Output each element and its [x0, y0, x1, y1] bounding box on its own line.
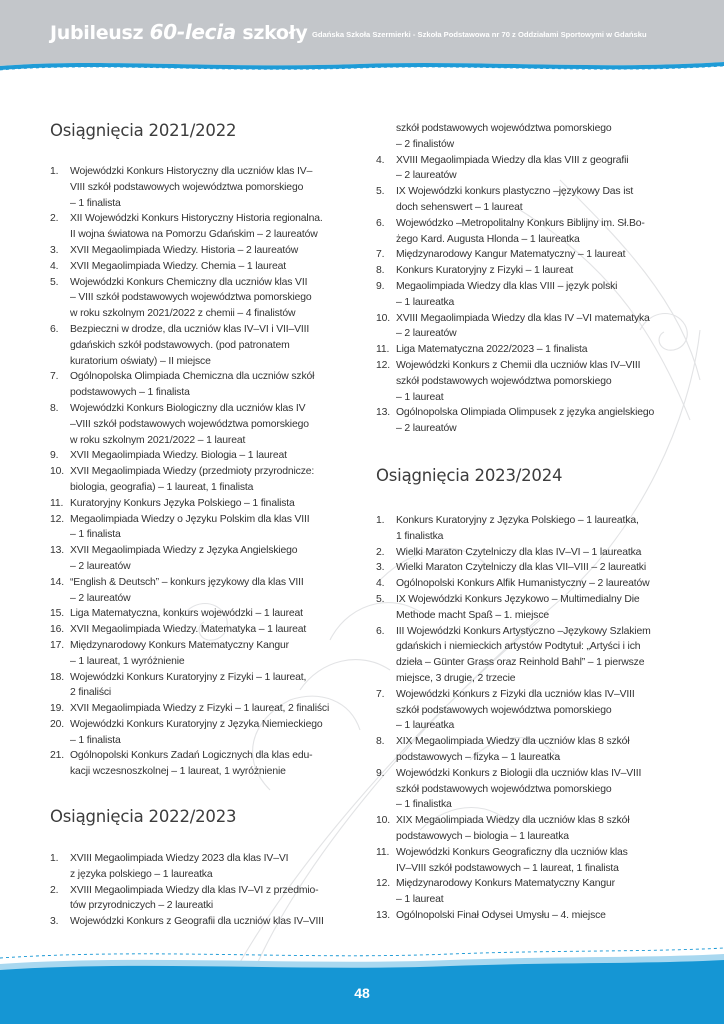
- list-item: [376, 342, 676, 358]
- list-item-line: XVII Megaolimpiada Wiedzy z Języka Angielskiego: [70, 545, 298, 557]
- list-item-number: 5.: [50, 276, 59, 288]
- section-title-2023-2024: Osiągnięcia 2023/2024: [376, 466, 563, 485]
- list-item-line: Wojewódzki Konkurs Historyczny dla uczniów klas IV–: [70, 166, 313, 177]
- list-item-number: 1.: [376, 515, 385, 526]
- list-item-number: 13.: [376, 407, 390, 419]
- list-item-line: gdańskich szkół podstawowych. (pod patronatem: [70, 339, 290, 351]
- list-item: [376, 576, 676, 592]
- list-item-line: XVII Megaolimpiada Wiedzy. Chemia – 1 laureat: [70, 260, 286, 272]
- list-item: [50, 717, 350, 749]
- list-item-number: 2.: [50, 884, 59, 896]
- list-item-line: – 2 laureatów: [70, 592, 131, 604]
- list-item: [376, 311, 676, 343]
- list-item-line: podstawowych – fizyka – 1 laureatka: [396, 751, 560, 763]
- list-item: [50, 543, 350, 575]
- list-item-line: VIII szkół podstawowych województwa pomorskiego: [70, 181, 304, 193]
- list-item: [376, 545, 676, 561]
- list-item: [50, 496, 350, 512]
- list-item-line: Liga Matematyczna, konkurs wojewódzki – 1 laureat: [70, 608, 303, 620]
- list-item-number: 11.: [376, 846, 390, 858]
- list-item-number: 8.: [376, 265, 385, 277]
- list-item-number: 21.: [50, 750, 64, 762]
- list-item-line: Wojewódzki Konkurs Kuratoryjny z Języka Niemieckiego: [70, 718, 323, 730]
- header-title: Jubileusz 60-lecia szkoły: [50, 20, 308, 44]
- list-item: [376, 513, 676, 545]
- list-item-line: Międzynarodowy Konkurs Matematyczny Kangur: [70, 639, 289, 651]
- list-item-line: – 1 laureat: [396, 894, 444, 906]
- list-item: [376, 216, 676, 248]
- list-item-number: 16.: [50, 624, 64, 636]
- list-item-number: 9.: [50, 450, 59, 462]
- list-item-number: 7.: [376, 688, 385, 700]
- list-item-number: 15.: [50, 608, 64, 620]
- achievements-list-2023-2024: [376, 513, 676, 924]
- list-item-line: – 1 laureat: [396, 391, 444, 403]
- page-number: 48: [354, 985, 370, 1001]
- list-item-line: 2 finaliści: [70, 687, 112, 699]
- list-item-line: Wojewódzki Konkurs Kuratoryjny z Fizyki – 1 laureat,: [70, 671, 307, 683]
- list-item-line: Konkurs Kuratoryjny z Języka Polskiego – 1 laureatka,: [396, 515, 639, 526]
- list-item: [50, 748, 350, 780]
- list-item-line: Ogólnopolska Olimpiada Chemiczna dla uczniów szkół: [70, 371, 315, 383]
- list-item: [376, 263, 676, 279]
- list-item-number: 5.: [376, 593, 385, 605]
- list-item: [50, 701, 350, 717]
- list-item-line: z języka polskiego – 1 laureatka: [70, 868, 213, 880]
- list-item: [376, 279, 676, 311]
- list-item-number: 4.: [376, 578, 385, 590]
- list-item-line: XVIII Megaolimpiada Wiedzy 2023 dla klas IV–VI: [70, 853, 289, 864]
- list-item: [50, 638, 350, 670]
- list-item-number: 4.: [376, 154, 385, 166]
- list-item-number: 12.: [376, 878, 390, 890]
- achievements-list-2022-2023-part2: [376, 121, 676, 437]
- list-item-number: 1.: [50, 853, 59, 864]
- list-item-line: Wojewódzko –Metropolitalny Konkurs Biblijny im. Sł.Bo-: [396, 217, 645, 229]
- list-item: [376, 734, 676, 766]
- list-item: [50, 448, 350, 464]
- list-item-number: 5.: [376, 186, 385, 198]
- list-item-number: 11.: [376, 344, 390, 356]
- list-item-line: podstawowych – biologia – 1 laureatka: [396, 830, 569, 842]
- list-item-line: dzieła – Günter Grass oraz Reinhold Bahl” – 1 pierwsze: [396, 657, 645, 669]
- list-item: [376, 687, 676, 734]
- list-item-line: Międzynarodowy Kangur Matematyczny – 1 laureat: [396, 249, 626, 261]
- list-item-line: szkół podstawowych województwa pomorskiego: [396, 123, 612, 134]
- list-item: [50, 369, 350, 401]
- list-item-line: – 2 laureatów: [396, 423, 457, 435]
- list-item-number: 13.: [50, 545, 64, 557]
- list-item: [50, 914, 350, 930]
- list-item-line: Wojewódzki Konkurs Geograficzny dla uczniów klas: [396, 846, 628, 858]
- list-item-line: w roku szkolnym 2021/2022 z chemii – 4 finalistów: [70, 308, 296, 320]
- list-item-number: 3.: [50, 244, 59, 256]
- page-header: [0, 0, 724, 78]
- list-item: [50, 622, 350, 638]
- list-item: [376, 592, 676, 624]
- list-item-number: 8.: [50, 402, 59, 414]
- list-item-line: szkół podstawowych województwa pomorskiego: [396, 783, 612, 795]
- list-item-number: 9.: [376, 280, 385, 292]
- list-item: [376, 184, 676, 216]
- list-item-line: XII Wojewódzki Konkurs Historyczny Historia regionalna.: [70, 213, 323, 225]
- list-item-number: 19.: [50, 703, 64, 715]
- list-item-number: 17.: [50, 639, 64, 651]
- list-item-number: 2.: [50, 213, 59, 225]
- list-item-number: 18.: [50, 671, 64, 683]
- list-item-line: XVII Megaolimpiada Wiedzy z Fizyki – 1 laureat, 2 finaliści: [70, 703, 330, 715]
- list-item-line: Methode macht Spaß – 1. miejsce: [396, 609, 550, 621]
- list-item-line: XVII Megaolimpiada Wiedzy (przedmioty przyrodnicze:: [70, 466, 315, 478]
- achievements-list-2021-2022: [50, 164, 350, 780]
- list-item-line: – 2 laureatów: [70, 560, 131, 572]
- list-item-line: miejsce, 3 drugie, 2 trzecie: [396, 672, 516, 684]
- achievements-list-2022-2023-part1: [50, 851, 350, 930]
- list-item-line: XVII Megaolimpiada Wiedzy. Biologia – 1 laureat: [70, 450, 287, 462]
- list-item-line: –VIII szkół podstawowych województwa pomorskiego: [70, 418, 309, 430]
- list-item: [376, 845, 676, 877]
- list-item-line: – 2 laureatów: [396, 170, 457, 182]
- list-item: [376, 908, 676, 924]
- list-item: [376, 813, 676, 845]
- list-item-line: doch sehenswert – 1 laureat: [396, 201, 523, 213]
- list-item-line: podstawowych – 1 finalista: [70, 387, 190, 399]
- list-item-line: Megaolimpiada Wiedzy dla klas VIII – język polski: [396, 280, 618, 292]
- list-item: [50, 883, 350, 915]
- list-item-line: IX Wojewódzki Konkurs Językowo – Multimedialny Die: [396, 593, 640, 605]
- list-item: [50, 275, 350, 322]
- list-item-number: 12.: [50, 513, 64, 525]
- list-item-line: – VIII szkół podstawowych województwa pomorskiego: [70, 292, 312, 304]
- list-item-line: 1 finalistka: [396, 530, 444, 542]
- list-item-line: gdańskich i niemieckich artystów Podtytuł: „Artyści i ich: [396, 641, 641, 653]
- list-item-line: – 1 laureatka: [396, 720, 455, 732]
- list-item-number: 10.: [376, 312, 390, 324]
- list-item-line: Ogólnopolski Konkurs Zadań Logicznych dla klas edu-: [70, 750, 313, 762]
- list-item: [376, 405, 676, 437]
- list-item-line: II wojna światowa na Pomorzu Gdańskim – 2 laureatów: [70, 229, 318, 241]
- list-item: [50, 243, 350, 259]
- list-item-number: 9.: [376, 767, 385, 779]
- list-item-line: biologia, geografia) – 1 laureat, 1 finalista: [70, 481, 254, 493]
- list-item-line: żego Kard. Augusta Hlonda – 1 laureatka: [396, 233, 580, 245]
- list-item-line: Wojewódzki Konkurs z Biologii dla uczniów klas IV–VIII: [396, 767, 642, 779]
- list-item-line: Międzynarodowy Konkurs Matematyczny Kangur: [396, 878, 615, 890]
- header-subtitle: Gdańska Szkoła Szermierki - Szkoła Podstawowa nr 70 z Oddziałami Sportowymi w Gdańsku: [312, 30, 647, 39]
- list-item-line: Wielki Maraton Czytelniczy dla klas IV–VI – 1 laureatka: [396, 546, 642, 558]
- list-item-number: 20.: [50, 718, 64, 730]
- list-item-line: Kuratoryjny Konkurs Języka Polskiego – 1 finalista: [70, 497, 295, 509]
- list-item-line: – 1 laureat, 1 wyróżnienie: [70, 655, 185, 667]
- list-item-line: kuratorium oświaty) – II miejsce: [70, 355, 211, 367]
- list-item-line: Liga Matematyczna 2022/2023 – 1 finalista: [396, 344, 588, 356]
- list-item-line: Megaolimpiada Wiedzy o Języku Polskim dla klas VIII: [70, 513, 310, 525]
- list-item-line: – 1 finalista: [70, 529, 121, 541]
- list-item-line: “English & Deutsch” – konkurs językowy dla klas VIII: [70, 576, 304, 588]
- list-item-line: Wojewódzki Konkurs z Geografii dla uczniów klas IV–VIII: [70, 916, 324, 928]
- list-item-line: Wojewódzki Konkurs Biologiczny dla uczniów klas IV: [70, 402, 306, 414]
- list-item: [376, 624, 676, 687]
- list-item: [50, 670, 350, 702]
- list-item-line: III Wojewódzki Konkurs Artystyczno –Językowy Szlakiem: [396, 625, 651, 637]
- list-item: [376, 766, 676, 813]
- list-item: [50, 259, 350, 275]
- list-item-line: Ogólnopolska Olimpiada Olimpusek z języka angielskiego: [396, 407, 655, 419]
- list-item-number: 7.: [50, 371, 59, 383]
- list-item: [50, 464, 350, 496]
- list-item-number: 10.: [50, 466, 64, 478]
- list-item-line: IV–VIII szkół podstawowych – 1 laureat, 1 finalista: [396, 862, 619, 874]
- list-item: [50, 606, 350, 622]
- list-item: [50, 211, 350, 243]
- list-item-number: 1.: [50, 166, 59, 177]
- list-item-line: – 2 laureatów: [396, 328, 457, 340]
- list-item-line: w roku szkolnym 2021/2022 – 1 laureat: [70, 434, 246, 446]
- header-title-highlight: 60-lecia: [149, 20, 236, 44]
- list-item-line: XIX Megaolimpiada Wiedzy dla uczniów klas 8 szkół: [396, 815, 630, 827]
- list-item-line: – 2 finalistów: [396, 138, 454, 150]
- list-item-line: XVIII Megaolimpiada Wiedzy dla klas IV–VI z przedmio-: [70, 884, 319, 896]
- list-item-line: – 1 finalistka: [396, 799, 452, 811]
- list-item-line: tów przyrodniczych – 2 laureatki: [70, 900, 214, 912]
- list-item: [50, 851, 350, 883]
- list-item-number: 3.: [376, 562, 385, 574]
- list-item-number: 10.: [376, 815, 390, 827]
- list-item-line: Ogólnopolski Konkurs Alfik Humanistyczny – 2 laureatów: [396, 578, 650, 590]
- list-item: [376, 560, 676, 576]
- list-item-line: XIX Megaolimpiada Wiedzy dla uczniów klas 8 szkół: [396, 736, 630, 748]
- list-item-line: – 1 laureatka: [396, 296, 455, 308]
- footer-wave: [0, 940, 724, 1024]
- list-item: [50, 322, 350, 369]
- list-item-number: 13.: [376, 909, 390, 921]
- list-item: [50, 401, 350, 448]
- list-item-line: XVIII Megaolimpiada Wiedzy dla klas IV –VI matematyka: [396, 312, 650, 324]
- list-item-line: XVII Megaolimpiada Wiedzy. Matematyka – 1 laureat: [70, 624, 307, 636]
- list-item-number: 6.: [376, 625, 385, 637]
- list-item-line: Bezpieczni w drodze, dla uczniów klas IV–VI i VII–VIII: [70, 323, 310, 335]
- list-item-line: szkół podstawowych województwa pomorskiego: [396, 375, 612, 387]
- list-item-line: – 1 finalista: [70, 197, 121, 209]
- list-item: [50, 512, 350, 544]
- list-item-line: XVII Megaolimpiada Wiedzy. Historia – 2 laureatów: [70, 244, 299, 256]
- section-title-2022-2023: Osiągnięcia 2022/2023: [50, 807, 237, 826]
- list-item-number: 11.: [50, 497, 64, 509]
- list-item-number: 8.: [376, 736, 385, 748]
- list-item-number: 14.: [50, 576, 64, 588]
- list-item-continued: [376, 121, 676, 153]
- list-item-number: 6.: [376, 217, 385, 229]
- list-item: [376, 153, 676, 185]
- list-item-number: 2.: [376, 546, 385, 558]
- list-item: [376, 876, 676, 908]
- list-item: [50, 164, 350, 211]
- list-item-line: kacji wczesnoszkolnej – 1 laureat, 1 wyróżnienie: [70, 766, 286, 778]
- list-item: [50, 575, 350, 607]
- list-item-line: XVIII Megaolimpiada Wiedzy dla klas VIII z geografii: [396, 154, 629, 166]
- section-title-2021-2022: Osiągnięcia 2021/2022: [50, 121, 237, 140]
- list-item-line: Wielki Maraton Czytelniczy dla klas VII–VIII – 2 laureatki: [396, 562, 647, 574]
- list-item-line: Wojewódzki Konkurs z Chemii dla uczniów klas IV–VIII: [396, 359, 641, 371]
- list-item-number: 6.: [50, 323, 59, 335]
- list-item-number: 7.: [376, 249, 385, 261]
- list-item-number: 3.: [50, 916, 59, 928]
- list-item-line: Ogólnopolski Finał Odysei Umysłu – 4. miejsce: [396, 909, 606, 921]
- list-item-line: IX Wojewódzki konkurs plastyczno –językowy Das ist: [396, 186, 634, 198]
- list-item: [376, 247, 676, 263]
- page-footer: [0, 940, 724, 1024]
- list-item-number: 4.: [50, 260, 59, 272]
- list-item-line: – 1 finalista: [70, 734, 121, 746]
- list-item-line: Wojewódzki Konkurs z Fizyki dla uczniów klas IV–VIII: [396, 688, 635, 700]
- list-item: [376, 358, 676, 405]
- list-item-number: 12.: [376, 359, 390, 371]
- list-item-line: Wojewódzki Konkurs Chemiczny dla uczniów klas VII: [70, 276, 308, 288]
- list-item-line: szkół podstawowych województwa pomorskiego: [396, 704, 612, 716]
- list-item-line: Konkurs Kuratoryjny z Fizyki – 1 laureat: [396, 265, 574, 277]
